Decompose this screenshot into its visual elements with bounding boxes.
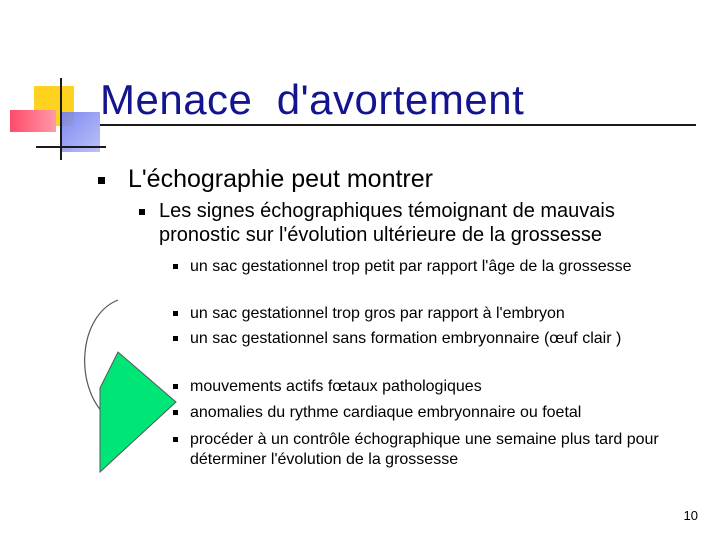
sub-bullet: mouvements actifs fœtaux pathologiques [190, 378, 482, 395]
bullet-square-icon [173, 437, 178, 442]
logo-horizontal-line [36, 146, 106, 148]
bullet-square-icon [173, 264, 178, 269]
bullet-square-icon [139, 209, 145, 215]
decorative-arc-triangle-shape [78, 296, 188, 486]
bullet-square-icon [173, 384, 178, 389]
bullet-square-icon [173, 410, 178, 415]
bullet-level-2: Les signes échographiques témoignant de mauvais pronostic sur l'évolution ultérieure de la grossesse [159, 200, 615, 246]
bullet-square-icon [173, 336, 178, 341]
logo-red-bar [10, 110, 56, 132]
page-number: 10 [683, 508, 698, 523]
sub-bullet: procéder à un contrôle échographique une semaine plus tard pour déterminer l'évolution de la grossesse [190, 431, 659, 468]
bullet-square-icon [173, 311, 178, 316]
sub-bullet: un sac gestationnel trop petit par rapport l'âge de la grossesse [190, 258, 632, 275]
sub-bullet: un sac gestationnel trop gros par rapport à l'embryon [190, 305, 565, 322]
bullet-square-icon [98, 177, 105, 184]
sub-bullet: anomalies du rythme cardiaque embryonnaire ou foetal [190, 404, 582, 421]
bullet-level-1: L'échographie peut montrer [128, 165, 433, 193]
slide-title: Menace d'avortement [100, 76, 525, 123]
title-underline [100, 124, 696, 126]
sub-bullet: un sac gestationnel sans formation embryonnaire (œuf clair ) [190, 330, 622, 347]
